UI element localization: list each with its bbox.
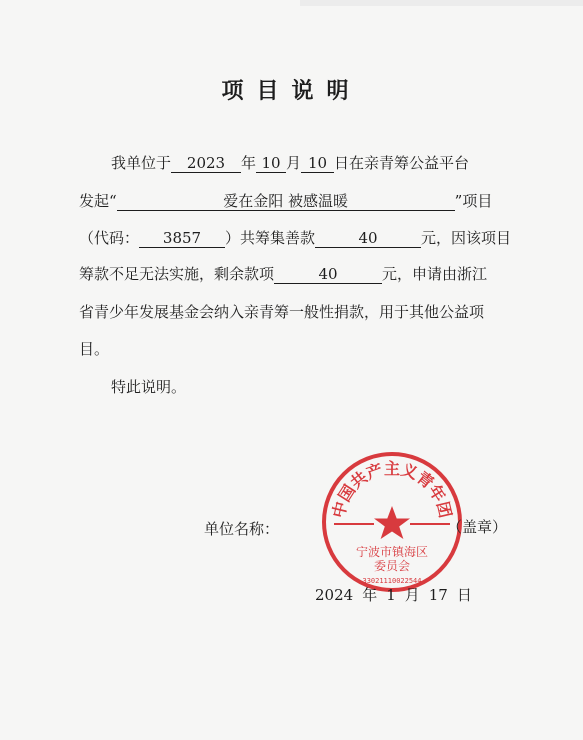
day-blank: 10 bbox=[301, 154, 334, 173]
remaining-amount-blank: 40 bbox=[274, 265, 382, 284]
code-blank: 3857 bbox=[139, 229, 225, 248]
date-month: 1 bbox=[386, 586, 396, 604]
unit-name-label: 单位名称： bbox=[204, 520, 280, 538]
paragraph-line-2 bbox=[79, 191, 492, 211]
month-blank: 10 bbox=[256, 154, 286, 173]
paragraph-line-6: 目。 bbox=[79, 340, 110, 358]
seal-org-top: 中国共产主义青年团 bbox=[328, 459, 456, 520]
text-segment: 月 bbox=[286, 154, 302, 172]
text-segment: ）共筹集善款 bbox=[225, 229, 316, 247]
official-seal bbox=[316, 446, 468, 598]
text-segment: （代码： bbox=[79, 229, 140, 247]
top-edge-bar bbox=[300, 0, 583, 6]
signature-date bbox=[315, 584, 481, 605]
text-segment: 发起“ bbox=[79, 192, 117, 210]
paragraph-line-1 bbox=[79, 153, 469, 173]
text-segment: 元，因该项目 bbox=[421, 229, 512, 247]
date-day-label: 日 bbox=[456, 586, 472, 604]
date-day: 17 bbox=[428, 586, 448, 604]
paragraph-line-3 bbox=[79, 228, 511, 248]
text-segment: ”项目 bbox=[454, 192, 493, 210]
year-blank: 2023 bbox=[171, 154, 241, 173]
text-segment: 筹款不足无法实施，剩余款项 bbox=[79, 265, 275, 283]
text-segment: 日在亲青筹公益平台 bbox=[334, 154, 470, 172]
date-month-label: 月 bbox=[404, 586, 420, 604]
paragraph-line-4 bbox=[79, 264, 487, 284]
text-segment: 元，申请由浙江 bbox=[382, 265, 488, 283]
text-segment: 我单位于 bbox=[111, 154, 172, 172]
document-title: 项目说明 bbox=[221, 78, 362, 104]
seal-star-icon bbox=[374, 506, 410, 539]
text-segment: 年 bbox=[241, 154, 257, 172]
paragraph-line-5: 省青少年发展基金会纳入亲青筹一般性捐款，用于其他公益项 bbox=[79, 303, 485, 321]
date-year-label: 年 bbox=[362, 586, 378, 604]
project-name-blank: 爱在金阳 被感温暖 bbox=[117, 192, 455, 211]
closing-statement: 特此说明。 bbox=[111, 378, 187, 396]
seal-code: 33021110022544 bbox=[362, 577, 422, 585]
seal-org-bottom: 宁波市镇海区 bbox=[355, 545, 429, 559]
seal-note: （盖章） bbox=[447, 518, 508, 536]
raised-amount-blank: 40 bbox=[315, 229, 421, 248]
seal-org-bottom2: 委员会 bbox=[373, 559, 411, 573]
date-year: 2024 bbox=[315, 586, 354, 604]
